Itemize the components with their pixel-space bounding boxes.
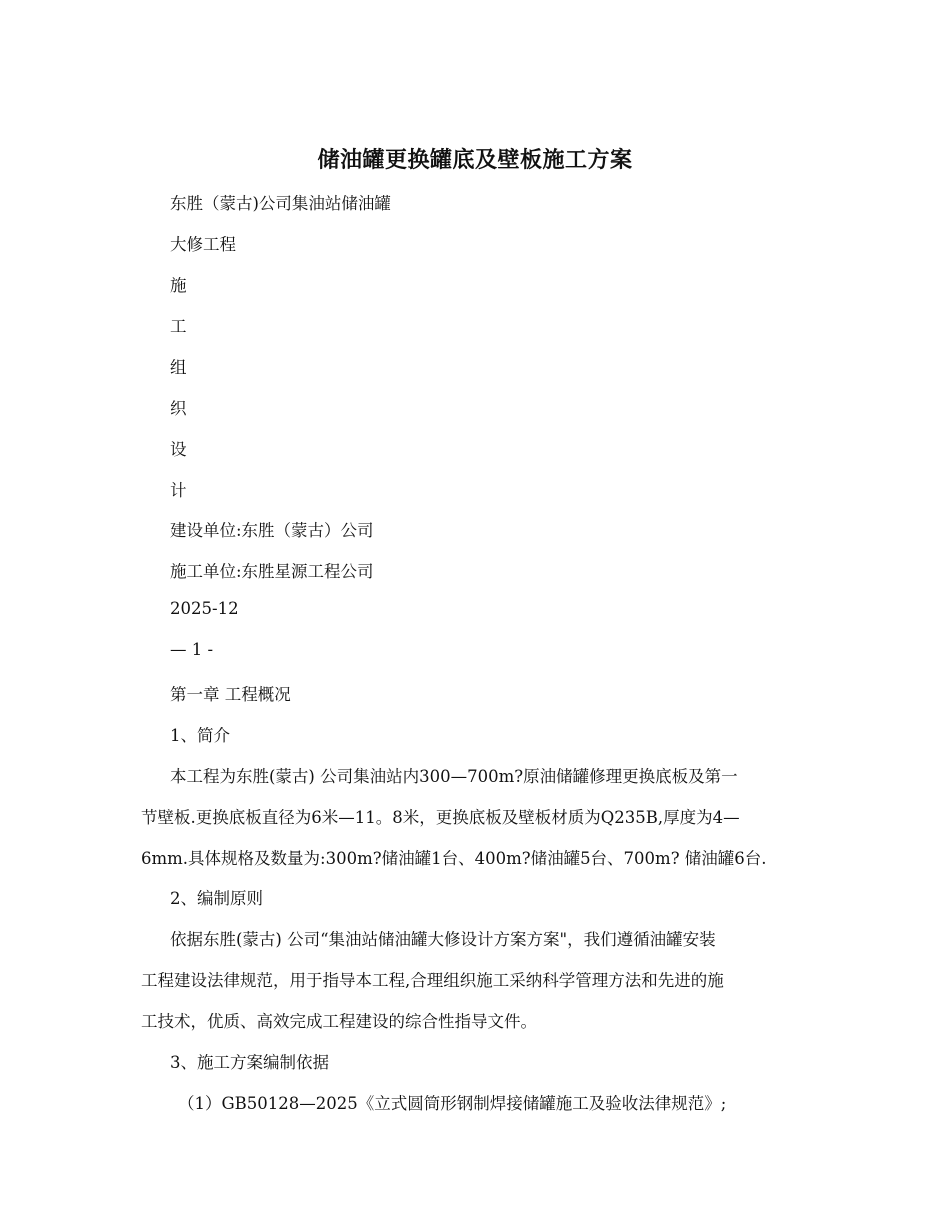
paragraph-line: 工程建设法律规范，用于指导本工程,合理组织施工采纳科学管理方法和先进的施 bbox=[141, 971, 724, 990]
cover-vertical-char: 组 bbox=[170, 358, 187, 377]
page-marker: — 1 - bbox=[170, 640, 214, 659]
chapter-heading: 第一章 工程概况 bbox=[170, 685, 291, 704]
cover-vertical-char: 织 bbox=[170, 399, 187, 418]
paragraph-line: 工技术，优质、高效完成工程建设的综合性指导文件。 bbox=[141, 1012, 537, 1031]
cover-vertical-char: 工 bbox=[170, 317, 187, 336]
list-item: （1）GB50128—2025《立式圆筒形钢制焊接储罐施工及验收法律规范》; bbox=[178, 1094, 727, 1113]
document-title: 储油罐更换罐底及壁板施工方案 bbox=[317, 147, 633, 173]
paragraph-line: 依据东胜(蒙古) 公司“集油站储油罐大修设计方案方案"，我们遵循油罐安装 bbox=[170, 930, 716, 949]
cover-vertical-char: 计 bbox=[170, 481, 187, 500]
cover-line-1: 东胜（蒙古)公司集油站储油罐 bbox=[170, 194, 391, 213]
cover-vertical-char: 设 bbox=[170, 440, 187, 459]
cover-line-2: 大修工程 bbox=[170, 235, 236, 254]
date-line: 2025-12 bbox=[170, 599, 239, 618]
section-heading: 1、简介 bbox=[170, 726, 230, 745]
section-heading: 2、编制原则 bbox=[170, 889, 263, 908]
section-heading: 3、施工方案编制依据 bbox=[170, 1053, 329, 1072]
paragraph-line: 6mm.具体规格及数量为:300m?储油罐1台、400m?储油罐5台、700m? 储油罐6台. bbox=[141, 849, 767, 868]
paragraph-line: 节壁板.更换底板直径为6米—11。8米，更换底板及壁板材质为Q235B,厚度为4— bbox=[141, 808, 740, 827]
paragraph-line: 本工程为东胜(蒙古) 公司集油站内300—700m?原油储罐修理更换底板及第一 bbox=[170, 767, 738, 786]
contractor-line: 施工单位:东胜星源工程公司 bbox=[170, 562, 374, 581]
builder-line: 建设单位:东胜（蒙古）公司 bbox=[170, 521, 374, 540]
cover-vertical-char: 施 bbox=[170, 276, 187, 295]
